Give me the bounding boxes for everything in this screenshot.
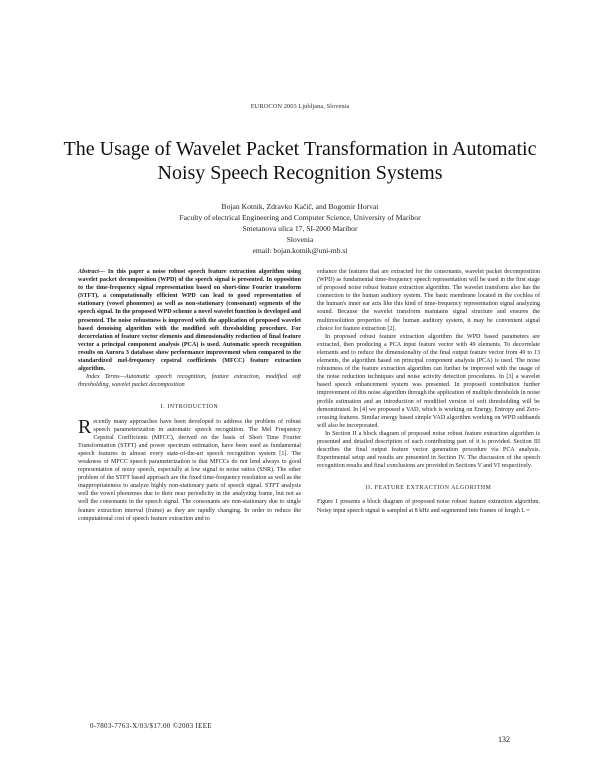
author-block [60, 201, 540, 256]
right-column [317, 268, 540, 515]
drop-cap: R [78, 415, 92, 438]
section-heading-introduction: I. INTRODUCTION [160, 404, 219, 411]
copyright-line: 0-7803-7763-X/03/$17.00 ©2003 IEEE [90, 722, 212, 730]
body-paragraph: enhance the features that are extracted for the consonants, wavelet packet decomposition (WPD) as fundamental time-frequency speech representation will be used in the first stage of proposed noise robust feature extraction algorithm. The wavelet transform also has the connection to the human auditory system. The basic membrane located in the cochlea of the human's inner ear acts like this kind of time-frequency representation signal analyzing sound. Because the wavelet transform maintains signal structure and ensures the multiresolution properties of the human auditory system, it may be convenient signal choice for feature extraction [2]. [317, 269, 540, 332]
left-column [78, 268, 301, 523]
conference-header: EUROCON 2003 Ljubljana, Slovenia [250, 103, 350, 110]
author-affiliation: Faculty of electrical Engineering and Computer Science, University of Maribor [179, 213, 421, 222]
author-address: Smetanova ulica 17, SI-2000 Maribor [242, 224, 358, 233]
index-terms: Index Terms—Automatic speech recognition, feature extraction, modified soft thresholding, wavelet packet decomposition [78, 374, 301, 389]
body-paragraph: In Section II a block diagram of proposed noise robust feature extraction algorithm is presented and detailed description of each contributing part of it is provided. Section III describes the final output feature vector generation procedure via PCA analysis. Experimental setup and results are presented in Section IV. The discussion of the speech recognition results and final conclusions are provided in Sections V and VI respectively. [317, 430, 540, 470]
abstract-label: Abstract [78, 269, 99, 275]
body-paragraph: In proposed robust feature extraction algorithm the WPD based parameters are extracted, then producing a PCA input feature vector with 49 elements. To decorrelate elements and to reduce the dimensionality of the final output feature vector from 49 to 13 elements, the algorithm based on principal component analysis (PCA) is used. The noise robustness of the feature extraction algorithm can further be improved with the usage of the noise reduction techniques and noise activity detection procedures. In [3] a wavelet based speech enhancement system was presented. In proposed contribution further improvement of this noise algorithm through the application of multiple thresholds in noise profile estimation and an introduction of modified version of soft thresholding will be demonstrated. In [4] we proposed a VAD, which is working on Energy, Entropy and Zero-crossing features. Similar energy based simple VAD algorithm working on WPD subbands will also be incorporated. [317, 333, 540, 429]
paper-title: The Usage of Wavelet Packet Transformation in Automatic Noisy Speech Recognition Systems [63, 138, 537, 184]
author-email: email: bojan.kotnik@uni-mb.si [252, 246, 348, 255]
author-names: Bojan Kotnik, Zdravko Kačič, and Bogomir Horvat [221, 202, 379, 211]
intro-text: ecently many approaches have been developed to address the problem of robust speech parameterization in automatic speech recognition. The Mel Frequency Cepstral Coefficients (MFCC), derived on the basis of Short Time Fourier Transformation (STFT) and power spectrum estimation, have been used as fundamental speech features in almost every state-of-the-art speech recognition system [1]. The weakness of MFCC speech parameterization is that MFCCs do not lend always to good representation of noisy speech, especially at low signal to noise ratios (SNR). The other problem of the STFT based approach are the fixed time-frequency resolution as well as the inappropriateness to analyze highly non-stationary parts of speech signal. STFT analysis well the vowel phonemes due to their near periodicity in the analyzing frame, but not as well the consonants in the speech signal. The consonants are non-stationary due to single feature extraction interval (frame) as they are rapidly changing. In order to reduce the computational cost of speech feature extraction and to [78, 418, 301, 522]
abstract-text: — In this paper a noise robust speech feature extraction algorithm using wavelet packet decomposition (WPD) of the speech signal is presented. In opposition to the time-frequency signal representation based on short-time Fourier transform (STFT), a computationally efficient WPD can lead to good representation of stationary (vowel phonemes) as well as non-stationary (consonant) segments of the speech signal. In the proposed WPD scheme a novel wavelet function is developed and presented. The noise robustness is improved with the application of proposed wavelet based denoising algorithm with the modified soft thresholding procedure. For decorrelation of feature vector elements and dimensionality reduction of final feature vector a principal component analysis (PCA) is used. Automatic speech recognition results on Aurora 3 database show performance improvement when compared to the standardized mel-frequency cepstral coefficients (MFCC) feature extraction algorithm. [78, 269, 301, 373]
section2-paragraph: Figure 1 presents a block diagram of proposed noise robust feature extraction algorithm. Noisy input speech signal is sampled at 8 kHz and segmented into frames of length L = [317, 499, 540, 514]
page-number: 132 [498, 735, 510, 744]
intro-paragraph [78, 415, 301, 523]
author-country: Slovenia [286, 235, 314, 244]
abstract [78, 268, 301, 373]
section-heading-feature-extraction: II. FEATURE EXTRACTION ALGORITHM [365, 485, 492, 492]
